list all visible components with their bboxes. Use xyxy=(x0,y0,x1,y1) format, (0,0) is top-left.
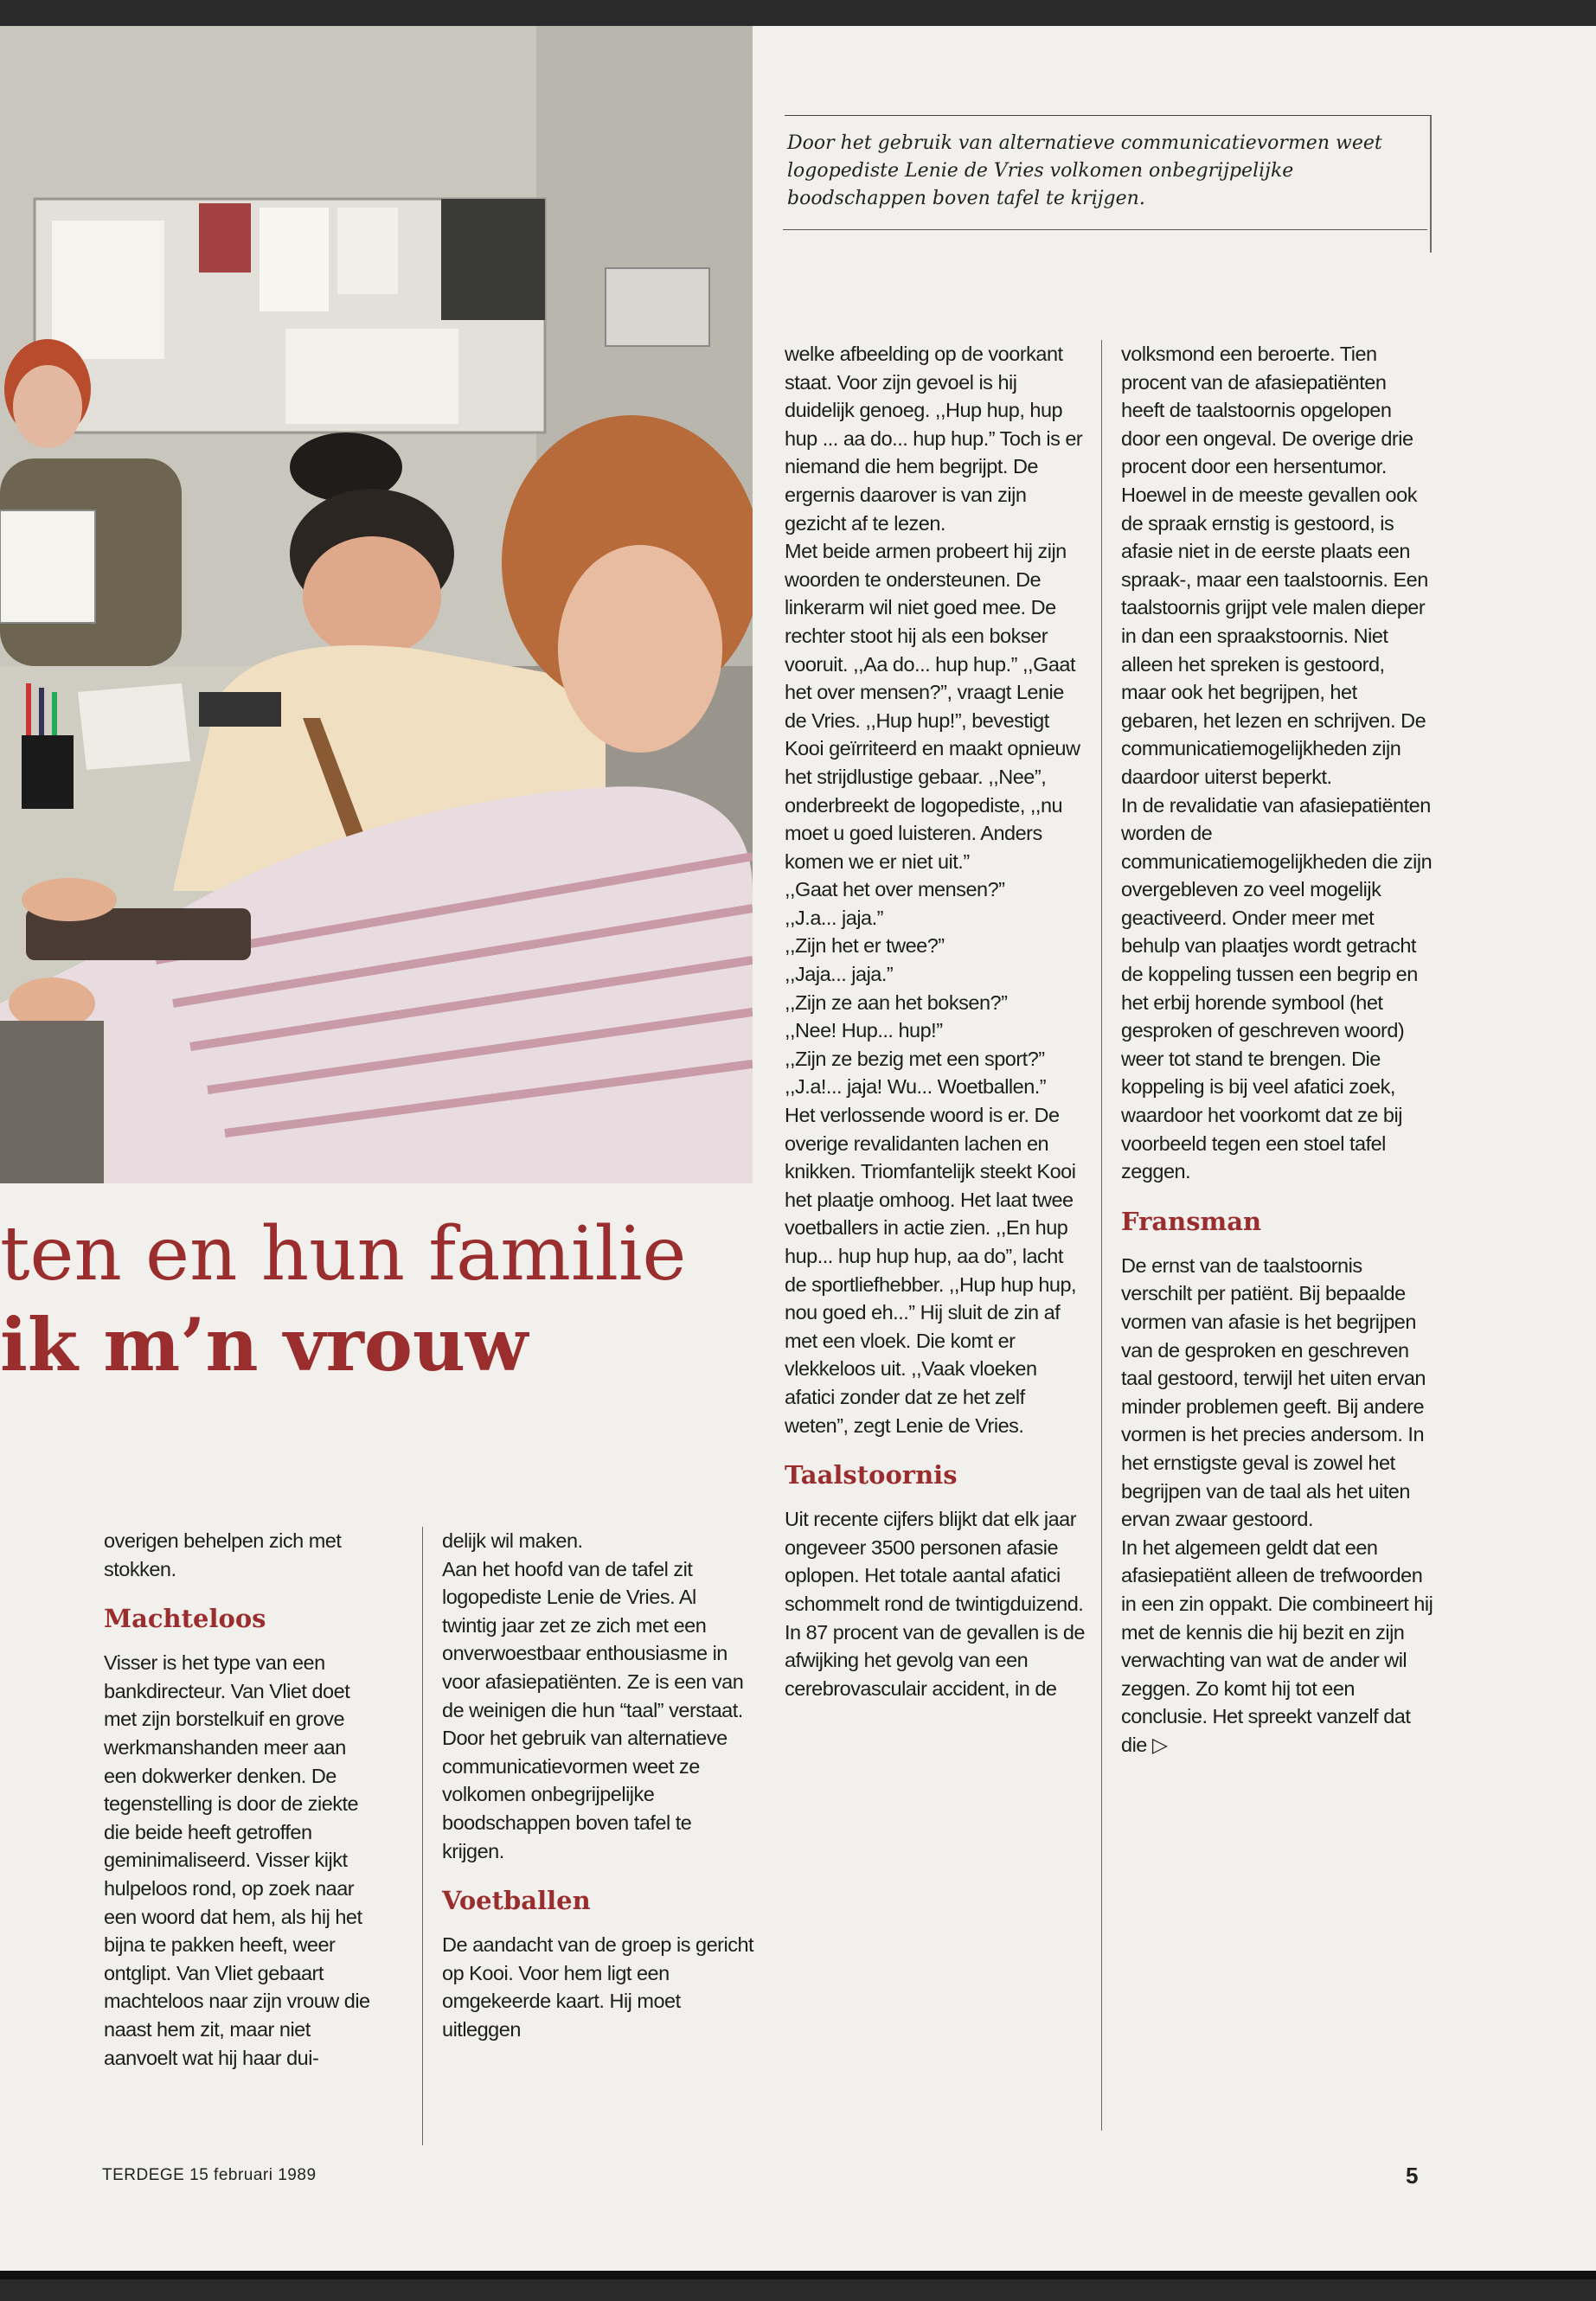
dialogue-line: ,,Nee! Hup... hup!” xyxy=(785,1019,943,1042)
article-column-2 xyxy=(442,1527,755,2044)
paragraph xyxy=(1121,1534,1434,1759)
subheading-machteloos: Machteloos xyxy=(104,1604,266,1634)
dialogue-line: ,,Gaat het over mensen?” xyxy=(785,878,1005,901)
dialogue-line: ,,J.a... jaja.” xyxy=(785,906,883,929)
dialogue-line: ,,Jaja... jaja.” xyxy=(785,963,894,986)
paragraph: welke afbeelding op de voorkant staat. Voor zijn gevoel is hij duidelijk genoeg. ,,Hup hup, hup hup ... aa do... hup hup.” Toch is er niemand die hem begrijpt. De ergernis daarover is van zijn gezicht af te lezen. xyxy=(785,343,1083,535)
paragraph: De aandacht van de groep is gericht op Kooi. Voor hem ligt een omgekeerde kaart. Hij moet uitleggen xyxy=(442,1933,754,2041)
bottom-border xyxy=(0,2271,1596,2279)
paragraph: Visser is het type van een bankdirecteur. Van Vliet doet met zijn borstelkuif en grove werkmanshanden meer aan een dokwerker denken. De tegenstelling is door de ziekte die beide heeft getroffen geminimaliseerd. Visser kijkt hulpeloos rond, op zoek naar een woord dat hem, als hij het bijna te pakken heeft, weer ontglipt. Van Vliet gebaart machteloos naar zijn vrouw die naast hem zit, maar niet aanvoelt wat hij haar dui- xyxy=(104,1651,370,2069)
paragraph: volksmond een beroerte. Tien procent van de afasiepatiënten heeft de taalstoornis opgelopen door een ongeval. De overige drie procent door een hersentumor. xyxy=(1121,343,1413,478)
paragraph: delijk wil maken. xyxy=(442,1529,583,1552)
paragraph: Het verlossende woord is er. De overige revalidanten lachen en knikken. Triomfantelijk steekt Kooi het plaatje omhoog. Het laat twee voetballers in actie zien. ,,En hup hup... hup hup hup, aa do”, lacht de sportliefhebber. ,,Hup hup hup, nou goed eh...” Hij sluit de zin af met een vloek. Die komt er vlekkeloos uit. ,,Vaak vloeken afatici zonder dat ze het zelf weten”, zegt Lenie de Vries. xyxy=(785,1104,1077,1437)
paragraph: overigen behelpen zich met stokken. xyxy=(104,1529,342,1580)
paragraph: Hoewel in de meeste gevallen ook de spraak ernstig is gestoord, is afasie niet in de eerste plaats een spraak-, maar een taalstoornis. Een taalstoornis grijpt vele malen dieper in dan een spraakstoornis. Niet alleen het spreken is gestoord, maar ook het begrijpen, het gebaren, het lezen en schrijven. De communicatiemogelijkheden zijn daardoor uiterst beperkt. xyxy=(1121,483,1428,788)
dialogue-line: ,,J.a!... jaja! Wu... Woetballen.” xyxy=(785,1075,1047,1099)
paragraph: De ernst van de taalstoornis verschilt per patiënt. Bij bepaalde vormen van afasie is het begrijpen van de gesproken en geschreven taal gestoord, terwijl het uiten ervan minder problemen geeft. Bij andere vormen is het precies andersom. In het ernstigste geval is zowel het begrijpen van de taal als het uiten ervan zwaar gestoord. xyxy=(1121,1253,1426,1531)
article-column-1 xyxy=(104,1527,379,2072)
headline-line-2: ik m’n vrouw xyxy=(0,1302,529,1388)
dialogue-line: ,,Zijn het er twee?” xyxy=(785,934,945,958)
photo-illustration xyxy=(0,26,753,1183)
paragraph: In de revalidatie van afasiepatiënten worden de communicatiemogelijkheden die zijn overgebleven zo veel mogelijk geactiveerd. Onder meer met behulp van plaatjes wordt getracht de koppeling tussen een begrip en het erbij horende symbool (het gesproken of geschreven woord) weer tot stand te brengen. Die koppeling is bij veel afatici zoek, waardoor het voorkomt dat ze bij voorbeeld tegen een stoel tafel zeggen. xyxy=(1121,793,1433,1183)
subheading-taalstoornis: Taalstoornis xyxy=(785,1460,958,1490)
dialogue-line: ,,Zijn ze aan het boksen?” xyxy=(785,990,1008,1014)
subheading-fransman: Fransman xyxy=(1121,1206,1262,1236)
photo-caption: Door het gebruik van alternatieve communicatievormen weet logopediste Lenie de Vries volkomen onbegrijpelijke boodschappen boven tafel te krijgen. xyxy=(787,132,1382,209)
article-photo xyxy=(0,26,753,1183)
paragraph: Uit recente cijfers blijkt dat elk jaar ongeveer 3500 personen afasie oplopen. Het totale aantal afatici schommelt rond de twintigduizend. In 87 procent van de gevallen is de afwijking het gevolg van een cerebrovasculair accident, in de xyxy=(785,1508,1086,1700)
magazine-page xyxy=(0,26,1596,2279)
paragraph: Aan het hoofd van de tafel zit logopediste Lenie de Vries. Al twintig jaar zet ze zich met een onverwoestbaar enthousiasme in voor afasiepatiënten. Ze is een van de weinigen die hun “taal” verstaat. Door het gebruik van alternatieve communicatievormen weet ze volkomen onbegrijpelijke boodschappen boven tafel te krijgen. xyxy=(442,1557,744,1862)
article-column-3 xyxy=(785,340,1086,1702)
subheading-voetballen: Voetballen xyxy=(442,1886,591,1916)
headline-line-1: ten en hun familie xyxy=(0,1211,687,1298)
page-number: 5 xyxy=(1406,2163,1419,2189)
paragraph: Met beide armen probeert hij zijn woorden te ondersteunen. De linkerarm wil niet goed mee. De rechter stoot hij als een bokser vooruit. ,,Aa do... hup hup.” ,,Gaat het over mensen?”, vraagt Lenie de Vries. ,,Hup hup!”, bevestigt Kooi geïrriteerd en maakt opnieuw het strijdlustige gebaar. ,,Nee”, onderbreekt de logopediste, ,,nu moet u goed luisteren. Anders komen we er niet uit.” xyxy=(785,540,1080,873)
caption-rule xyxy=(783,229,1427,230)
continue-arrow-icon: ▷ xyxy=(1151,1733,1168,1756)
article-column-4 xyxy=(1121,340,1434,1759)
paragraph-text: In het algemeen geldt dat een afasiepatiënt alleen de trefwoorden in een zin oppakt. Die combineert hij met de kennis die hij bezit en zijn verwachting van wat de ander wil zeggen. Zo komt hij tot een conclusie. Het spreekt vanzelf dat die xyxy=(1121,1535,1433,1756)
footer-magazine-date: TERDEGE 15 februari 1989 xyxy=(102,2166,317,2184)
dialogue-line: ,,Zijn ze bezig met een sport?” xyxy=(785,1047,1045,1070)
column-rule xyxy=(422,1527,423,2145)
column-rule xyxy=(1101,340,1102,2131)
